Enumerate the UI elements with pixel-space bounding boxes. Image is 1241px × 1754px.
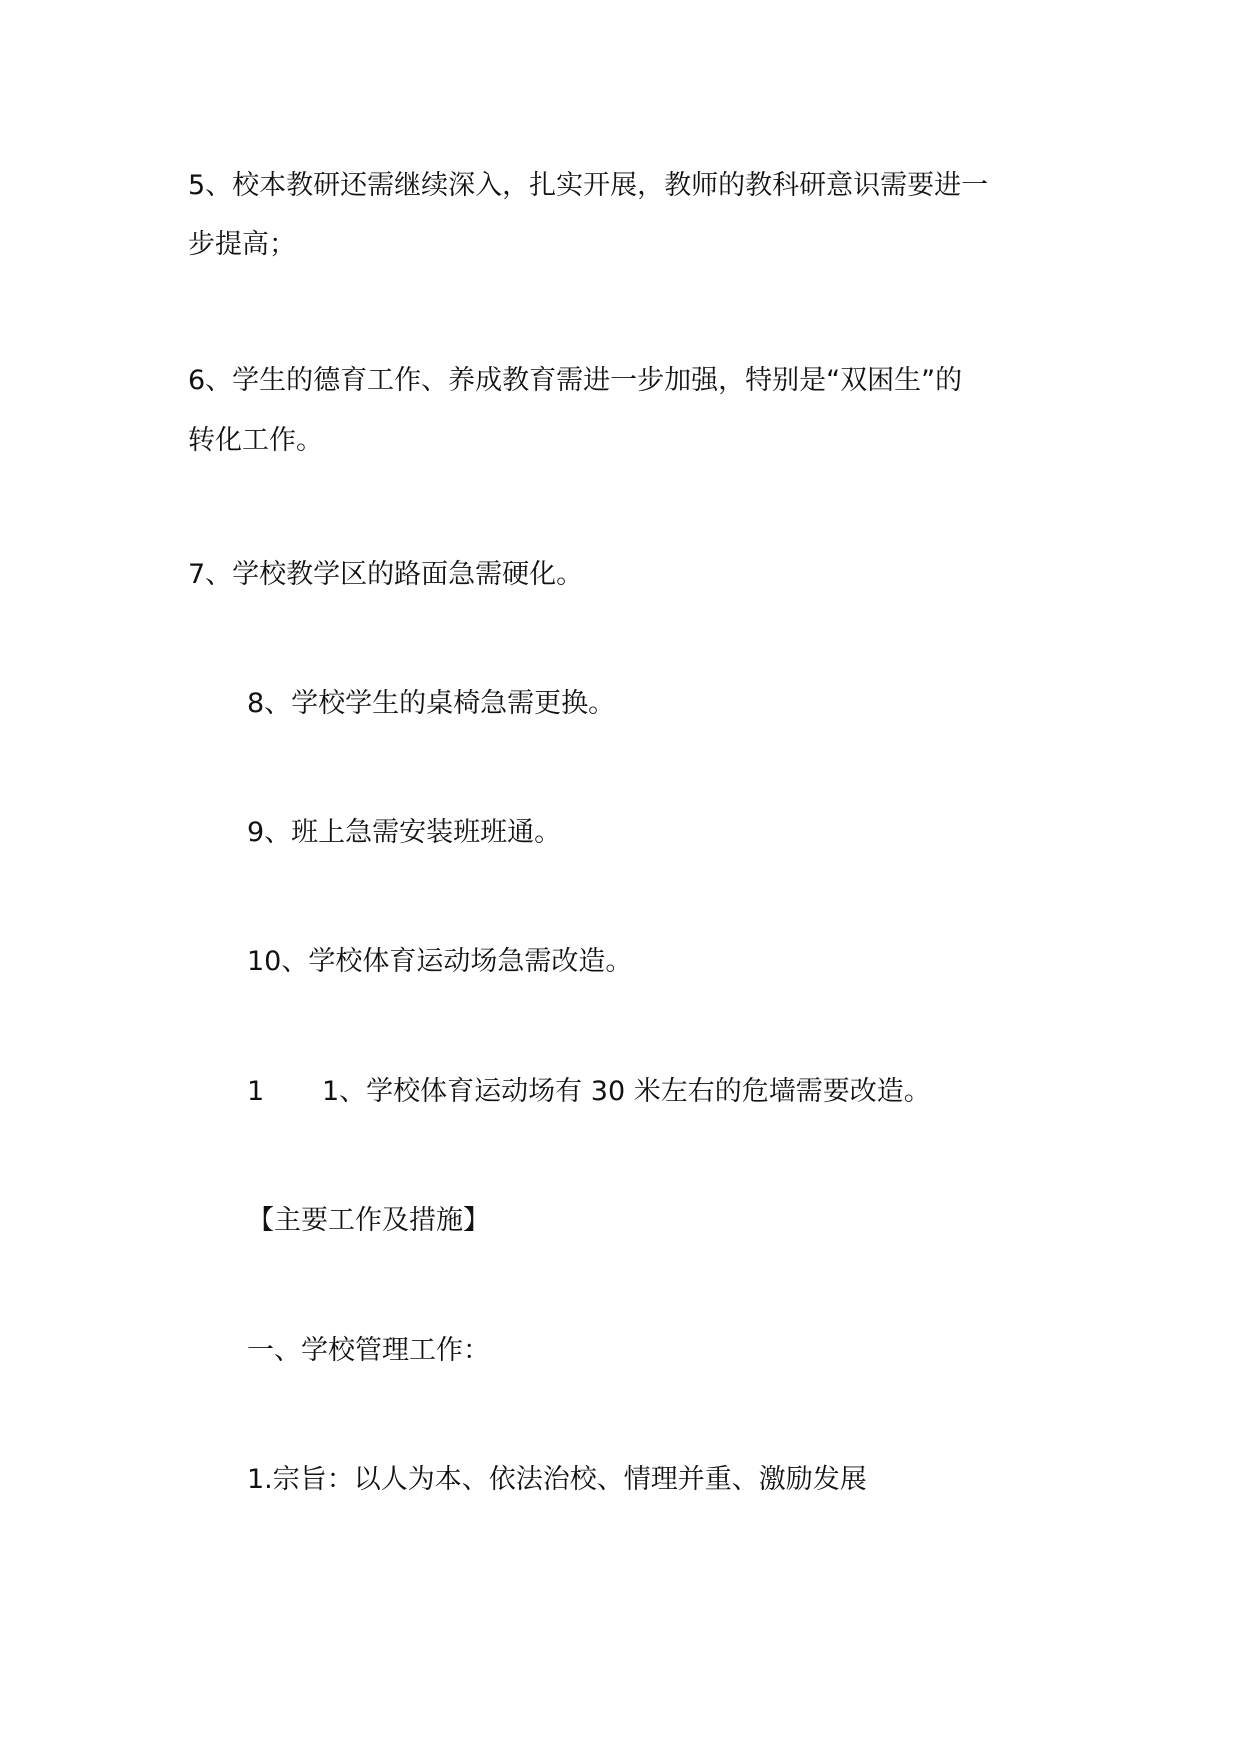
paragraph-7: 7、学校教学区的路面急需硬化。 [188, 559, 584, 590]
paragraph-11-number: 1 [247, 1076, 265, 1107]
paragraph-5-line-2: 步提高； [188, 229, 296, 260]
paragraph-6-line-2: 转化工作。 [188, 425, 323, 456]
paragraph-6-line-1: 6、学生的德育工作、养成教育需进一步加强，特别是“双困生”的 [188, 365, 963, 396]
paragraph-11-text: 1、学校体育运动场有 30 米左右的危墙需要改造。 [322, 1076, 931, 1107]
paragraph-8: 8、学校学生的桌椅急需更换。 [247, 688, 616, 719]
paragraph-9: 9、班上急需安装班班通。 [247, 817, 562, 848]
principle-line: 1.宗旨：以人为本、依法治校、情理并重、激励发展 [247, 1464, 867, 1495]
paragraph-10: 10、学校体育运动场急需改造。 [247, 946, 633, 977]
subsection-heading: 一、学校管理工作： [247, 1335, 490, 1366]
paragraph-11 [247, 1074, 931, 1110]
section-heading: 【主要工作及措施】 [247, 1205, 490, 1236]
paragraph-5-line-1: 5、校本教研还需继续深入，扎实开展，教师的教科研意识需要进一 [188, 170, 989, 201]
